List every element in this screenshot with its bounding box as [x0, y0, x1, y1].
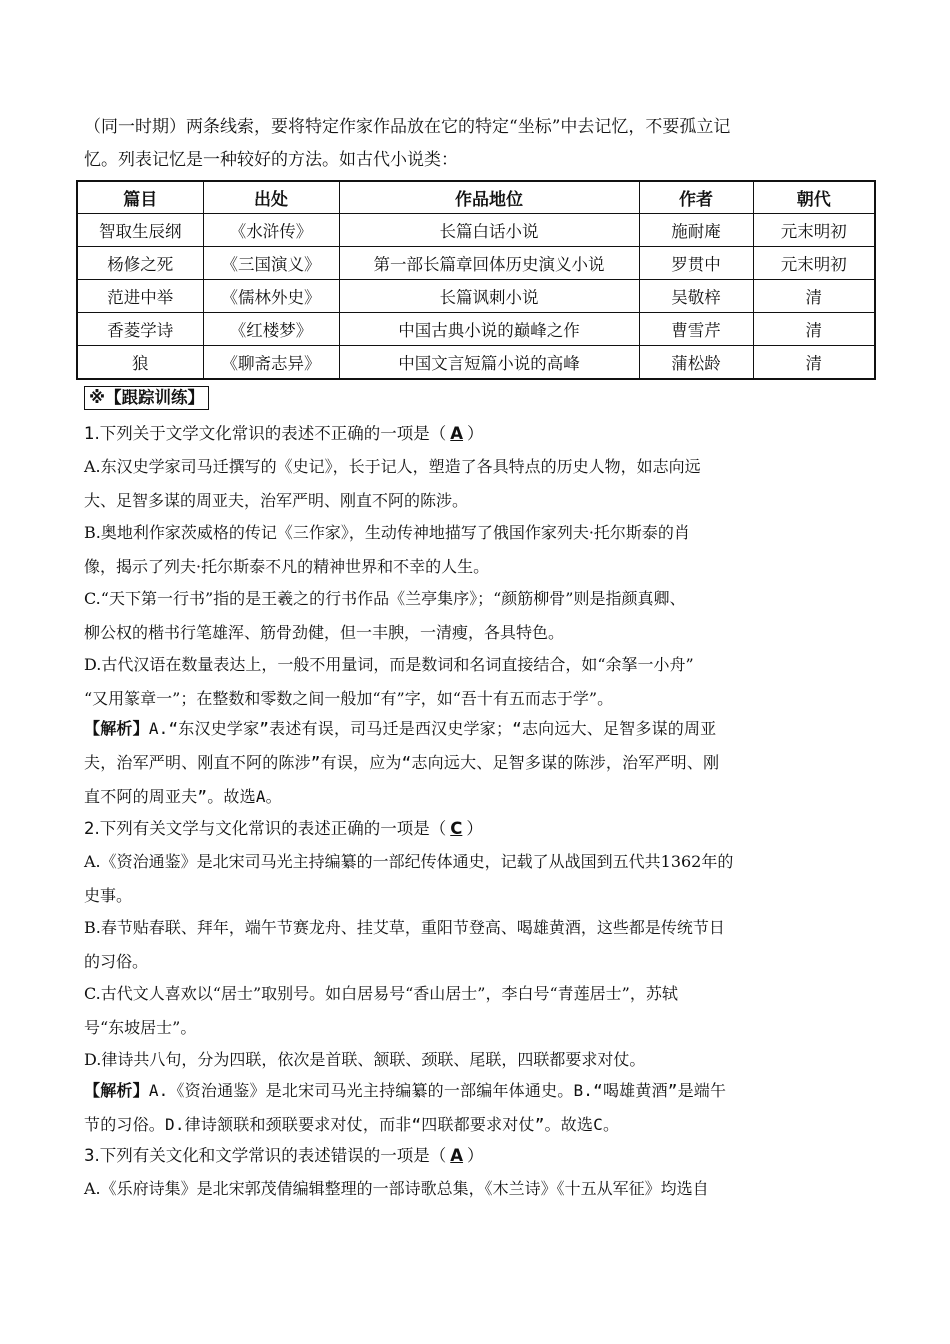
option-line: C.古代文人喜欢以“居士”取别号。如白居易号“香山居士”，李白号“青莲居士”，苏轼 — [84, 984, 678, 1003]
option-line: A.东汉史学家司马迁撰写的《史记》，长于记人，塑造了各具特点的历史人物，如志向远 — [84, 457, 701, 476]
question-stem-close: ） — [467, 424, 484, 443]
option-c — [84, 582, 874, 650]
analysis-line: 夫，治军严明、刚直不阿的陈涉”有误，应为“志向远大、足智多谋的陈涉，治军严明、刚 — [84, 753, 720, 772]
analysis-line — [84, 712, 874, 746]
table-cell: 《三国演义》 — [203, 247, 339, 280]
column-header: 作者 — [639, 181, 753, 214]
option-line: D.律诗共八句，分为四联，依次是首联、颔联、颈联、尾联，四联都要求对仗。 — [84, 1050, 646, 1069]
question-stem-close: ） — [467, 1146, 484, 1165]
table-header-row — [77, 181, 875, 214]
option-a — [84, 845, 874, 913]
table-cell: 中国文言短篇小说的高峰 — [339, 346, 639, 380]
option-line: 大、足智多谋的周亚夫，治军严明、刚直不阿的陈涉。 — [84, 491, 469, 510]
table-cell: 《红楼梦》 — [203, 313, 339, 346]
question-title — [84, 818, 874, 840]
column-header: 作品地位 — [339, 181, 639, 214]
analysis-2 — [84, 1074, 874, 1142]
option-line: 史事。 — [84, 886, 133, 905]
column-header: 朝代 — [753, 181, 875, 214]
intro-paragraph — [84, 111, 874, 177]
option-c — [84, 977, 874, 1045]
table-cell: 清 — [753, 313, 875, 346]
option-line: A.《资治通鉴》是北宋司马光主持编纂的一部纪传体通史，记载了从战国到五代共1362年的 — [84, 852, 734, 871]
option-a — [84, 450, 874, 518]
intro-line: 忆。列表记忆是一种较好的方法。如古代小说类： — [84, 150, 458, 170]
question-stem: 1.下列关于文学文化常识的表述不正确的一项是（ — [84, 424, 447, 443]
table-cell: 香菱学诗 — [77, 313, 203, 346]
table-cell: 《聊斋志异》 — [203, 346, 339, 380]
table-row — [77, 247, 875, 280]
table-cell: 范进中举 — [77, 280, 203, 313]
table-cell: 第一部长篇章回体历史演义小说 — [339, 247, 639, 280]
table-cell: 《水浒传》 — [203, 214, 339, 247]
table-row — [77, 346, 875, 380]
analysis-text: A.《资治通鉴》是北宋司马光主持编纂的一部编年体通史。B.“喝雄黄酒”是端午 — [148, 1081, 727, 1100]
table-cell: 施耐庵 — [639, 214, 753, 247]
table-cell: 长篇讽刺小说 — [339, 280, 639, 313]
analysis-label: 【解析】 — [84, 1081, 149, 1100]
table-cell: 吴敬梓 — [639, 280, 753, 313]
question-stem: 2.下列有关文学与文化常识的表述正确的一项是（ — [84, 819, 447, 838]
table-cell: 智取生辰纲 — [77, 214, 203, 247]
table-cell: 清 — [753, 280, 875, 313]
option-line: D.古代汉语在数量表达上，一般不用量词，而是数词和名词直接结合，如“余拏一小舟” — [84, 655, 694, 674]
question-stem: 3.下列有关文化和文学常识的表述错误的一项是（ — [84, 1146, 447, 1165]
analysis-text: A.“东汉史学家”表述有误，司马迁是西汉史学家；“志向远大、足智多谋的周亚 — [148, 719, 717, 738]
table-row — [77, 280, 875, 313]
analysis-line — [84, 1074, 874, 1108]
novel-table — [76, 180, 876, 380]
question-3 — [84, 1145, 874, 1167]
option-line: 号“东坡居士”。 — [84, 1018, 197, 1037]
option-line: A.《乐府诗集》是北宋郭茂倩编辑整理的一部诗歌总集，《木兰诗》《十五从军征》均选自 — [84, 1179, 709, 1198]
option-a — [84, 1172, 874, 1206]
intro-line: （同一时期）两条线索，要将特定作家作品放在它的特定“坐标”中去记忆，不要孤立记 — [84, 117, 731, 137]
option-line: B.奥地利作家茨威格的传记《三作家》，生动传神地描写了俄国作家列夫·托尔斯泰的肖 — [84, 523, 690, 542]
table-cell: 清 — [753, 346, 875, 380]
table-cell: 《儒林外史》 — [203, 280, 339, 313]
analysis-line: 节的习俗。D.律诗颔联和颈联要求对仗，而非“四联都要求对仗”。故选C。 — [84, 1115, 620, 1134]
table-cell: 元末明初 — [753, 247, 875, 280]
table-cell: 杨修之死 — [77, 247, 203, 280]
table-cell: 罗贯中 — [639, 247, 753, 280]
option-line: 的习俗。 — [84, 952, 149, 971]
table-cell: 元末明初 — [753, 214, 875, 247]
analysis-1 — [84, 712, 874, 814]
section-title: ※【跟踪训练】 — [84, 386, 209, 410]
option-d — [84, 648, 874, 716]
answer-letter: A — [450, 1146, 464, 1165]
column-header: 出处 — [203, 181, 339, 214]
option-b — [84, 516, 874, 584]
option-line: 柳公权的楷书行笔雄浑、筋骨劲健，但一丰腴，一清瘦，各具特色。 — [84, 623, 565, 642]
table-cell: 中国古典小说的巅峰之作 — [339, 313, 639, 346]
option-line: B.春节贴春联、拜年，端午节赛龙舟、挂艾草，重阳节登高、喝雄黄酒，这些都是传统节日 — [84, 918, 725, 937]
table-row — [77, 313, 875, 346]
table-cell: 蒲松龄 — [639, 346, 753, 380]
table-cell: 狼 — [77, 346, 203, 380]
question-title — [84, 1145, 874, 1167]
answer-letter: C — [450, 819, 463, 838]
question-title — [84, 423, 874, 445]
answer-letter: A — [450, 424, 464, 443]
option-line: C.“天下第一行书”指的是王羲之的行书作品《兰亭集序》；“颜筋柳骨”则是指颜真卿、 — [84, 589, 686, 608]
table-cell: 长篇白话小说 — [339, 214, 639, 247]
analysis-label: 【解析】 — [84, 719, 149, 738]
option-b — [84, 911, 874, 979]
table-cell: 曹雪芹 — [639, 313, 753, 346]
question-1 — [84, 423, 874, 445]
question-2 — [84, 818, 874, 840]
column-header: 篇目 — [77, 181, 203, 214]
option-line: “又用篆章一”；在整数和零数之间一般加“有”字，如“吾十有五而志于学”。 — [84, 689, 614, 708]
question-stem-close: ） — [466, 819, 483, 838]
option-line: 像，揭示了列夫·托尔斯泰不凡的精神世界和不幸的人生。 — [84, 557, 490, 576]
option-d — [84, 1043, 874, 1077]
analysis-line: 直不阿的周亚夫”。故选A。 — [84, 787, 282, 806]
table-row — [77, 214, 875, 247]
